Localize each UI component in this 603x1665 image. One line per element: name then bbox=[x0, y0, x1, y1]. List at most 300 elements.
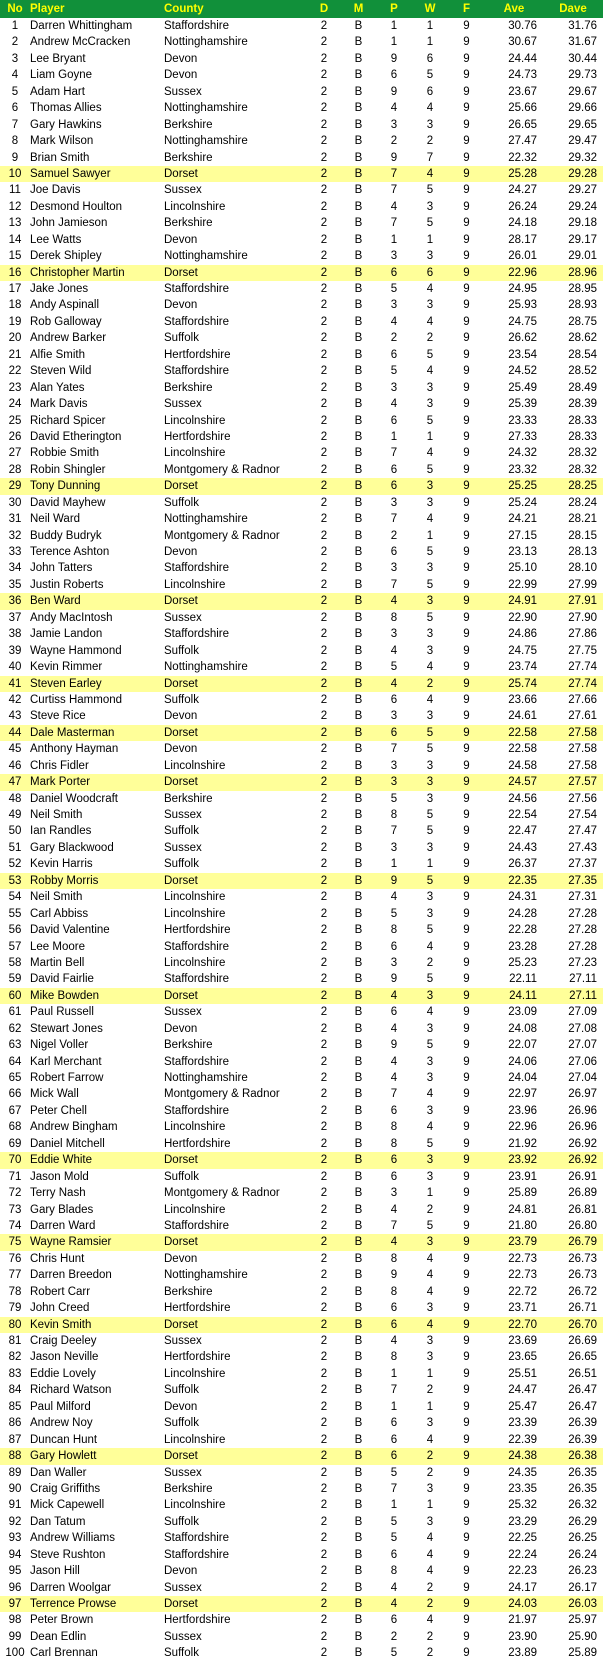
table-row bbox=[0, 429, 603, 445]
cell-w: 1 bbox=[426, 36, 434, 49]
cell-p: 4 bbox=[390, 1072, 398, 1084]
cell-d: 2 bbox=[320, 874, 328, 887]
cell-dave: 29.73 bbox=[568, 69, 597, 82]
cell-county: Suffolk bbox=[164, 1515, 199, 1528]
cell-no: 16 bbox=[8, 266, 22, 279]
cell-w: 4 bbox=[426, 693, 434, 706]
cell-no: 37 bbox=[8, 611, 22, 624]
cell-f: 9 bbox=[463, 1450, 470, 1463]
cell-county: Lincolnshire bbox=[164, 956, 226, 969]
cell-m: B bbox=[354, 1499, 363, 1512]
cell-p: 5 bbox=[390, 365, 398, 378]
cell-dave: 27.58 bbox=[568, 759, 597, 772]
cell-m: B bbox=[354, 480, 363, 493]
cell-w: 3 bbox=[426, 200, 434, 213]
cell-f: 9 bbox=[463, 266, 470, 279]
cell-w: 5 bbox=[426, 69, 434, 82]
cell-w: 3 bbox=[426, 480, 434, 493]
cell-no: 84 bbox=[8, 1384, 22, 1397]
cell-p: 4 bbox=[390, 677, 398, 690]
cell-dave: 26.23 bbox=[568, 1565, 597, 1578]
cell-f: 9 bbox=[463, 217, 470, 230]
cell-d: 2 bbox=[320, 940, 328, 953]
cell-no: 46 bbox=[8, 759, 22, 772]
table-row bbox=[0, 1136, 603, 1152]
cell-ave: 23.28 bbox=[508, 940, 537, 953]
cell-f: 9 bbox=[463, 1269, 470, 1282]
table-row bbox=[0, 1563, 603, 1579]
cell-player: Rob Galloway bbox=[30, 315, 102, 328]
cell-dave: 29.17 bbox=[568, 233, 597, 246]
cell-d: 2 bbox=[320, 1072, 328, 1084]
cell-player: Mick Capewell bbox=[30, 1499, 105, 1512]
cell-player: Eddie Lovely bbox=[30, 1367, 96, 1380]
cell-m: B bbox=[354, 792, 363, 805]
cell-ave: 22.07 bbox=[508, 1039, 537, 1052]
cell-ave: 22.54 bbox=[508, 809, 537, 821]
cell-d: 2 bbox=[320, 480, 328, 493]
table-row bbox=[0, 1530, 603, 1546]
cell-f: 9 bbox=[463, 973, 470, 986]
cell-dave: 27.90 bbox=[568, 611, 597, 624]
cell-ave: 22.28 bbox=[508, 924, 537, 937]
cell-m: B bbox=[354, 1236, 363, 1249]
cell-player: Richard Watson bbox=[30, 1384, 112, 1397]
cell-p: 9 bbox=[390, 151, 398, 164]
table-row bbox=[0, 1267, 603, 1283]
cell-ave: 23.33 bbox=[508, 414, 537, 427]
cell-p: 4 bbox=[390, 102, 398, 115]
cell-county: Devon bbox=[164, 743, 198, 756]
cell-county: Sussex bbox=[164, 1630, 202, 1643]
cell-m: B bbox=[354, 85, 363, 98]
cell-dave: 26.91 bbox=[568, 1170, 597, 1183]
cell-ave: 25.10 bbox=[508, 562, 537, 575]
cell-d: 2 bbox=[320, 1088, 328, 1101]
cell-f: 9 bbox=[463, 628, 470, 641]
cell-f: 9 bbox=[463, 1482, 470, 1495]
table-row bbox=[0, 1415, 603, 1431]
cell-player: Alan Yates bbox=[30, 381, 85, 394]
cell-player: Martin Bell bbox=[30, 956, 85, 969]
cell-dave: 26.96 bbox=[568, 1121, 597, 1134]
cell-d: 2 bbox=[320, 1121, 328, 1134]
cell-w: 3 bbox=[426, 891, 434, 904]
cell-w: 1 bbox=[426, 430, 434, 443]
cell-player: Daniel Woodcraft bbox=[30, 792, 118, 805]
cell-m: B bbox=[354, 1055, 363, 1068]
table-row bbox=[0, 528, 603, 544]
cell-f: 9 bbox=[463, 414, 470, 427]
cell-dave: 27.54 bbox=[568, 809, 597, 821]
cell-county: Dorset bbox=[164, 266, 198, 279]
cell-m: B bbox=[354, 841, 363, 854]
cell-w: 4 bbox=[426, 167, 434, 180]
cell-w: 3 bbox=[426, 1302, 434, 1315]
cell-no: 7 bbox=[11, 118, 19, 131]
cell-ave: 22.96 bbox=[508, 1121, 537, 1134]
cell-p: 8 bbox=[390, 1121, 398, 1134]
cell-ave: 22.25 bbox=[508, 1532, 537, 1545]
cell-dave: 27.74 bbox=[568, 661, 597, 674]
cell-dave: 26.24 bbox=[568, 1548, 597, 1561]
table-row bbox=[0, 396, 603, 412]
cell-no: 14 bbox=[8, 233, 22, 246]
table-body bbox=[0, 18, 603, 1662]
cell-w: 4 bbox=[426, 1285, 434, 1298]
cell-no: 40 bbox=[8, 661, 22, 674]
cell-player: Lee Bryant bbox=[30, 52, 86, 65]
cell-player: Carl Brennan bbox=[30, 1647, 98, 1660]
cell-w: 1 bbox=[426, 1400, 434, 1413]
column-header-player: Player bbox=[30, 3, 65, 15]
cell-f: 9 bbox=[463, 463, 470, 476]
cell-d: 2 bbox=[320, 118, 328, 131]
cell-ave: 26.37 bbox=[508, 858, 537, 871]
cell-no: 89 bbox=[8, 1466, 22, 1479]
cell-player: Andy Aspinall bbox=[30, 299, 100, 312]
cell-county: Nottinghamshire bbox=[164, 102, 248, 115]
cell-p: 8 bbox=[390, 1565, 398, 1578]
cell-w: 4 bbox=[426, 1252, 434, 1265]
cell-m: B bbox=[354, 250, 363, 263]
cell-d: 2 bbox=[320, 1022, 328, 1035]
cell-player: John Jamieson bbox=[30, 217, 108, 230]
cell-f: 9 bbox=[463, 480, 470, 493]
cell-p: 5 bbox=[390, 1466, 398, 1479]
cell-w: 4 bbox=[426, 283, 434, 295]
cell-d: 2 bbox=[320, 693, 328, 706]
cell-p: 4 bbox=[390, 1055, 398, 1068]
table-row bbox=[0, 1349, 603, 1365]
cell-county: Hertfordshire bbox=[164, 1614, 231, 1627]
cell-m: B bbox=[354, 167, 363, 180]
cell-d: 2 bbox=[320, 200, 328, 213]
cell-player: Robin Shingler bbox=[30, 463, 106, 476]
cell-dave: 29.18 bbox=[568, 217, 597, 230]
cell-county: Sussex bbox=[164, 809, 202, 821]
cell-p: 7 bbox=[390, 513, 398, 526]
table-row bbox=[0, 593, 603, 609]
cell-m: B bbox=[354, 1482, 363, 1495]
cell-county: Staffordshire bbox=[164, 1104, 229, 1117]
cell-county: Suffolk bbox=[164, 1384, 199, 1397]
cell-no: 68 bbox=[8, 1121, 22, 1134]
cell-dave: 28.49 bbox=[568, 381, 597, 394]
cell-p: 3 bbox=[390, 381, 398, 394]
cell-ave: 24.86 bbox=[508, 628, 537, 641]
cell-w: 3 bbox=[426, 710, 434, 723]
cell-county: Berkshire bbox=[164, 217, 213, 230]
cell-player: Steve Rushton bbox=[30, 1548, 106, 1561]
cell-f: 9 bbox=[463, 874, 470, 887]
cell-dave: 26.65 bbox=[568, 1351, 597, 1364]
cell-no: 65 bbox=[8, 1072, 22, 1084]
table-row bbox=[0, 1185, 603, 1201]
cell-m: B bbox=[354, 1647, 363, 1660]
table-row bbox=[0, 67, 603, 83]
cell-ave: 23.13 bbox=[508, 546, 537, 558]
table-row bbox=[0, 51, 603, 67]
cell-ave: 22.47 bbox=[508, 825, 537, 838]
cell-m: B bbox=[354, 1318, 363, 1331]
table-row bbox=[0, 1547, 603, 1563]
cell-p: 6 bbox=[390, 1170, 398, 1183]
cell-dave: 29.66 bbox=[568, 102, 597, 115]
cell-dave: 29.67 bbox=[568, 85, 597, 98]
cell-dave: 29.27 bbox=[568, 184, 597, 197]
cell-m: B bbox=[354, 759, 363, 772]
cell-ave: 22.90 bbox=[508, 611, 537, 624]
cell-m: B bbox=[354, 1515, 363, 1528]
table-row bbox=[0, 1580, 603, 1596]
cell-no: 31 bbox=[8, 513, 22, 526]
cell-player: Peter Chell bbox=[30, 1104, 87, 1117]
cell-player: Lee Watts bbox=[30, 233, 82, 246]
table-row bbox=[0, 314, 603, 330]
table-row bbox=[0, 1497, 603, 1513]
cell-dave: 26.79 bbox=[568, 1236, 597, 1249]
cell-county: Staffordshire bbox=[164, 1532, 229, 1545]
table-row bbox=[0, 215, 603, 231]
cell-no: 70 bbox=[8, 1154, 22, 1167]
cell-f: 9 bbox=[463, 299, 470, 312]
cell-ave: 22.39 bbox=[508, 1433, 537, 1446]
cell-f: 9 bbox=[463, 529, 470, 542]
cell-d: 2 bbox=[320, 973, 328, 986]
cell-w: 1 bbox=[426, 1499, 434, 1512]
cell-m: B bbox=[354, 151, 363, 164]
cell-county: Berkshire bbox=[164, 1482, 213, 1495]
cell-p: 6 bbox=[390, 1433, 398, 1446]
cell-w: 4 bbox=[426, 661, 434, 674]
cell-m: B bbox=[354, 644, 363, 657]
cell-dave: 26.80 bbox=[568, 1219, 597, 1232]
cell-no: 60 bbox=[8, 989, 22, 1002]
table-row bbox=[0, 232, 603, 248]
cell-p: 6 bbox=[390, 266, 398, 279]
cell-ave: 24.91 bbox=[508, 595, 537, 608]
cell-w: 4 bbox=[426, 513, 434, 526]
table-row bbox=[0, 577, 603, 593]
cell-p: 4 bbox=[390, 1581, 398, 1594]
cell-w: 3 bbox=[426, 496, 434, 509]
cell-w: 2 bbox=[426, 1581, 434, 1594]
cell-no: 9 bbox=[11, 151, 19, 164]
cell-p: 7 bbox=[390, 578, 398, 591]
cell-m: B bbox=[354, 578, 363, 591]
cell-ave: 23.91 bbox=[508, 1170, 537, 1183]
cell-w: 5 bbox=[426, 184, 434, 197]
cell-dave: 28.33 bbox=[568, 414, 597, 427]
cell-w: 3 bbox=[426, 644, 434, 657]
table-row bbox=[0, 265, 603, 281]
cell-f: 9 bbox=[463, 940, 470, 953]
cell-f: 9 bbox=[463, 1039, 470, 1052]
cell-ave: 22.35 bbox=[508, 874, 537, 887]
cell-player: Mark Wilson bbox=[30, 135, 94, 148]
cell-m: B bbox=[354, 1335, 363, 1347]
cell-p: 8 bbox=[390, 1351, 398, 1364]
table-row bbox=[0, 117, 603, 133]
cell-dave: 26.38 bbox=[568, 1450, 597, 1463]
cell-m: B bbox=[354, 595, 363, 608]
cell-ave: 26.24 bbox=[508, 200, 537, 213]
cell-dave: 26.47 bbox=[568, 1384, 597, 1397]
cell-no: 78 bbox=[8, 1285, 22, 1298]
cell-dave: 27.99 bbox=[568, 578, 597, 591]
cell-w: 1 bbox=[426, 233, 434, 246]
cell-d: 2 bbox=[320, 365, 328, 378]
cell-m: B bbox=[354, 1006, 363, 1019]
cell-ave: 23.65 bbox=[508, 1351, 537, 1364]
cell-p: 7 bbox=[390, 447, 398, 460]
cell-ave: 24.11 bbox=[509, 989, 537, 1002]
table-row bbox=[0, 1119, 603, 1135]
cell-d: 2 bbox=[320, 792, 328, 805]
cell-county: Berkshire bbox=[164, 381, 213, 394]
cell-player: Mark Davis bbox=[30, 398, 88, 411]
cell-dave: 28.54 bbox=[568, 348, 597, 361]
cell-p: 4 bbox=[390, 1236, 398, 1249]
table-row bbox=[0, 856, 603, 872]
table-row bbox=[0, 1234, 603, 1250]
table-row bbox=[0, 1481, 603, 1497]
cell-p: 7 bbox=[390, 825, 398, 838]
cell-dave: 27.74 bbox=[568, 677, 597, 690]
table-row bbox=[0, 544, 603, 560]
cell-m: B bbox=[354, 217, 363, 230]
cell-w: 4 bbox=[426, 1121, 434, 1134]
cell-ave: 26.62 bbox=[508, 332, 537, 345]
cell-dave: 27.56 bbox=[568, 792, 597, 805]
cell-county: Devon bbox=[164, 299, 198, 312]
cell-ave: 22.11 bbox=[509, 973, 537, 986]
cell-w: 3 bbox=[426, 1351, 434, 1364]
cell-f: 9 bbox=[463, 710, 470, 723]
table-row bbox=[0, 413, 603, 429]
cell-m: B bbox=[354, 233, 363, 246]
cell-p: 3 bbox=[390, 562, 398, 575]
cell-no: 61 bbox=[8, 1006, 22, 1019]
cell-dave: 27.58 bbox=[568, 743, 597, 756]
cell-ave: 25.28 bbox=[508, 167, 537, 180]
cell-dave: 26.92 bbox=[568, 1137, 597, 1150]
cell-no: 28 bbox=[8, 463, 22, 476]
cell-no: 73 bbox=[8, 1203, 22, 1216]
column-header-dave: Dave bbox=[559, 3, 587, 15]
cell-county: Dorset bbox=[164, 1318, 198, 1331]
cell-player: Derek Shipley bbox=[30, 250, 102, 263]
cell-player: Christopher Martin bbox=[30, 266, 125, 279]
cell-ave: 25.66 bbox=[508, 102, 537, 115]
cell-f: 9 bbox=[463, 1121, 470, 1134]
cell-player: Gary Blades bbox=[30, 1203, 94, 1216]
cell-p: 7 bbox=[390, 1482, 398, 1495]
cell-w: 2 bbox=[426, 1466, 434, 1479]
cell-ave: 23.32 bbox=[508, 463, 537, 476]
cell-ave: 24.04 bbox=[508, 1072, 537, 1084]
cell-player: Terry Nash bbox=[30, 1187, 86, 1200]
cell-w: 4 bbox=[426, 1548, 434, 1561]
cell-p: 7 bbox=[390, 217, 398, 230]
cell-no: 86 bbox=[8, 1417, 22, 1430]
cell-player: Darren Whittingham bbox=[30, 20, 133, 32]
cell-w: 3 bbox=[426, 562, 434, 575]
cell-f: 9 bbox=[463, 644, 470, 657]
cell-county: Devon bbox=[164, 69, 198, 82]
cell-county: Hertfordshire bbox=[164, 1351, 231, 1364]
cell-player: Stewart Jones bbox=[30, 1022, 103, 1035]
cell-county: Sussex bbox=[164, 398, 202, 411]
cell-ave: 22.96 bbox=[508, 266, 537, 279]
cell-m: B bbox=[354, 463, 363, 476]
cell-dave: 28.52 bbox=[568, 365, 597, 378]
cell-w: 5 bbox=[426, 809, 434, 821]
cell-d: 2 bbox=[320, 1647, 328, 1660]
table-row bbox=[0, 1629, 603, 1645]
cell-player: Neil Smith bbox=[30, 809, 83, 821]
cell-d: 2 bbox=[320, 1367, 328, 1380]
cell-ave: 24.58 bbox=[508, 759, 537, 772]
cell-w: 3 bbox=[426, 1154, 434, 1167]
cell-p: 1 bbox=[390, 233, 398, 246]
cell-w: 4 bbox=[426, 1532, 434, 1545]
cell-dave: 25.97 bbox=[568, 1614, 597, 1627]
cell-d: 2 bbox=[320, 36, 328, 49]
cell-ave: 25.93 bbox=[508, 299, 537, 312]
cell-d: 2 bbox=[320, 1598, 328, 1610]
cell-county: Dorset bbox=[164, 874, 198, 887]
cell-county: Lincolnshire bbox=[164, 1433, 226, 1446]
table-row bbox=[0, 511, 603, 527]
cell-player: Craig Deeley bbox=[30, 1335, 97, 1347]
cell-w: 3 bbox=[426, 118, 434, 131]
cell-no: 45 bbox=[8, 743, 22, 756]
cell-no: 43 bbox=[8, 710, 22, 723]
cell-no: 21 bbox=[8, 348, 22, 361]
cell-w: 3 bbox=[426, 595, 434, 608]
cell-no: 85 bbox=[8, 1400, 22, 1413]
cell-ave: 24.28 bbox=[508, 907, 537, 920]
cell-dave: 26.39 bbox=[568, 1417, 597, 1430]
cell-f: 9 bbox=[463, 1351, 470, 1364]
cell-dave: 26.51 bbox=[568, 1367, 597, 1380]
cell-m: B bbox=[354, 1614, 363, 1627]
cell-player: Buddy Budryk bbox=[30, 529, 102, 542]
table-row bbox=[0, 18, 603, 34]
cell-county: Suffolk bbox=[164, 644, 199, 657]
cell-player: Richard Spicer bbox=[30, 414, 106, 427]
cell-f: 9 bbox=[463, 85, 470, 98]
cell-player: Chris Fidler bbox=[30, 759, 89, 772]
table-row bbox=[0, 1645, 603, 1661]
cell-no: 11 bbox=[9, 184, 21, 197]
cell-m: B bbox=[354, 1630, 363, 1643]
cell-m: B bbox=[354, 858, 363, 871]
table-row bbox=[0, 1300, 603, 1316]
cell-f: 9 bbox=[463, 1335, 470, 1347]
cell-dave: 27.43 bbox=[568, 841, 597, 854]
cell-no: 4 bbox=[11, 69, 19, 82]
cell-ave: 27.33 bbox=[508, 430, 537, 443]
cell-no: 81 bbox=[8, 1335, 22, 1347]
cell-f: 9 bbox=[463, 233, 470, 246]
cell-player: Jason Neville bbox=[30, 1351, 99, 1364]
cell-f: 9 bbox=[463, 447, 470, 460]
cell-ave: 23.74 bbox=[508, 661, 537, 674]
cell-ave: 25.24 bbox=[508, 496, 537, 509]
